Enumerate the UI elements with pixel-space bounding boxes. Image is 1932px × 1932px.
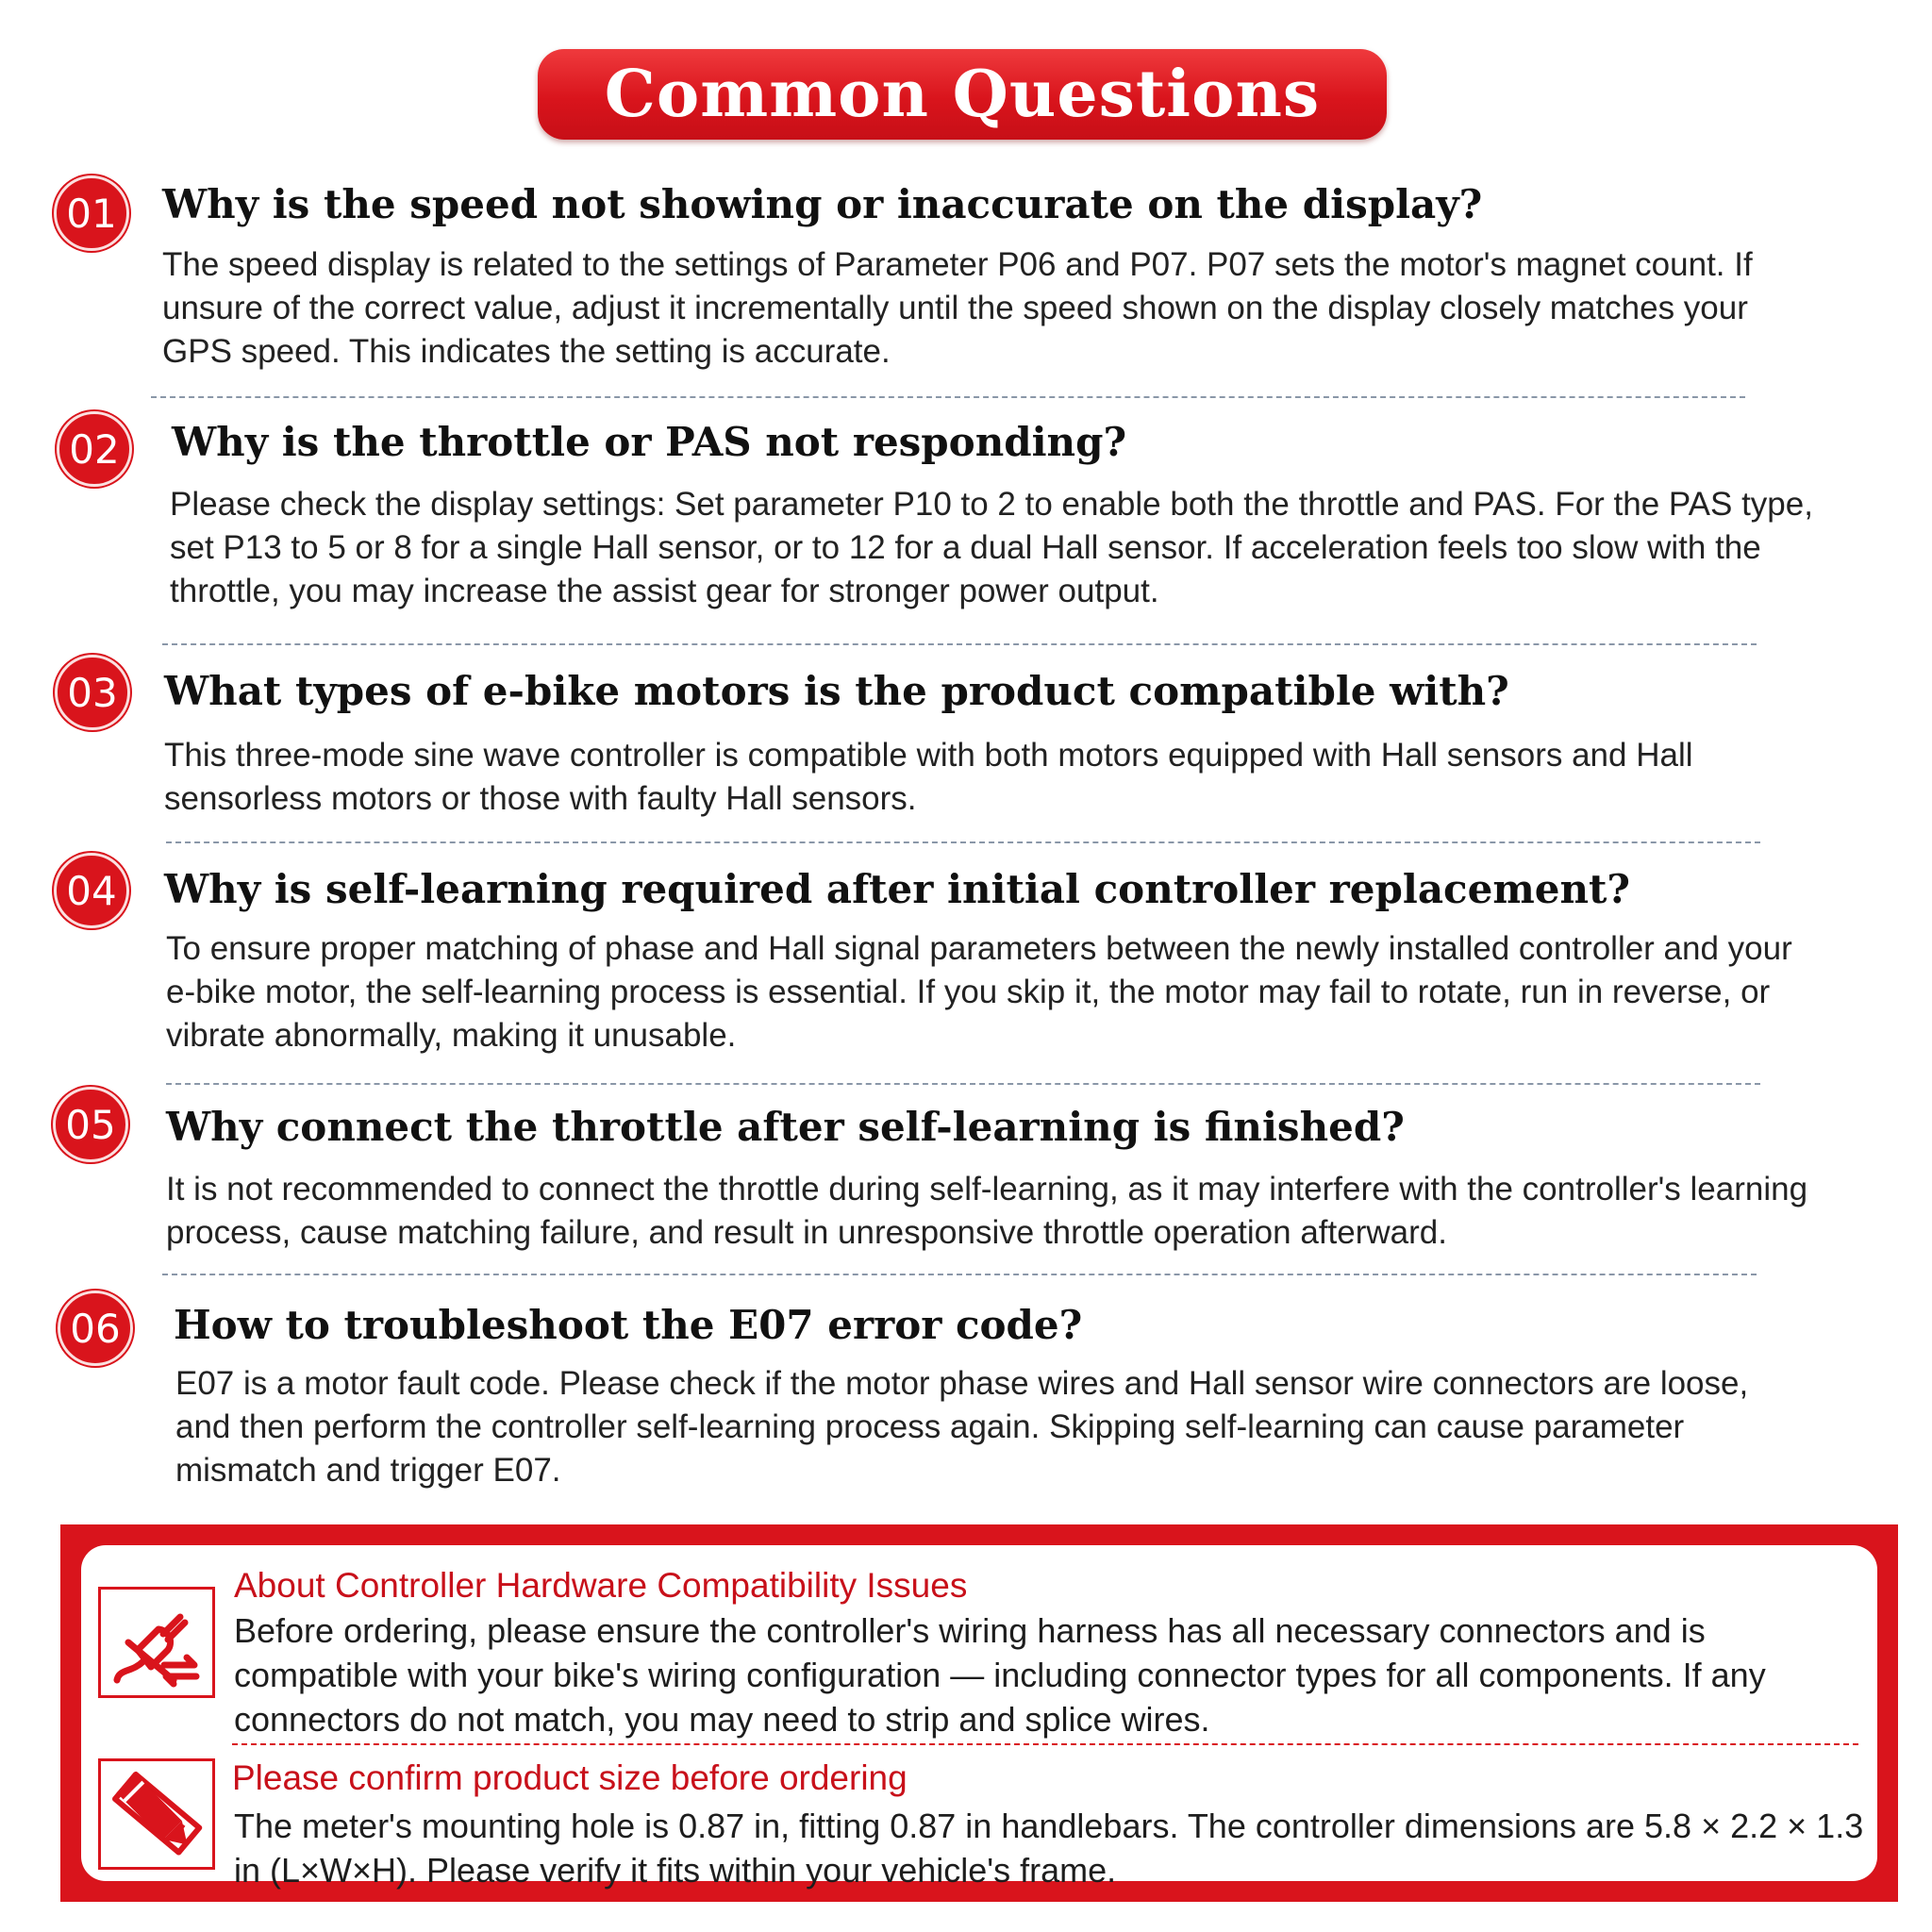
divider [162,1274,1757,1275]
question-title: Why is the throttle or PAS not responding? [172,419,1127,465]
question-title: How to troubleshoot the E07 error code? [174,1302,1083,1348]
number-badge: 01 [54,175,129,251]
answer-text: It is not recommended to connect the throttle during self-learning, as it may interfere with the controller's learning process, cause matching failure, and result in unresponsive throttle operation afterward. [166,1171,1808,1251]
number-badge: 02 [57,411,132,487]
unplugged-connector-icon [98,1587,215,1698]
answer-text: Please check the display settings: Set parameter P10 to 2 to enable both the throttle and PAS. For the PAS type, set P13 to 5 or 8 for a single Hall sensor, or to 12 for a dual Hall sensor. If acceleration feels too slow with the throttle, you may increase the assist gear for stronger power output. [170,486,1813,609]
notice-panel [60,1524,1898,1902]
divider [166,1083,1760,1085]
answer-text: To ensure proper matching of phase and Hall signal parameters between the newly installed controller and your e-bike motor, the self-learning process is essential. If you skip it, the motor may fail to rotate, run in reverse, or vibrate abnormally, making it unusable. [166,930,1792,1054]
number-badge: 05 [53,1087,128,1162]
number-badge: 03 [55,655,130,730]
notice-title: About Controller Hardware Compatibility Issues [234,1566,968,1605]
divider [166,841,1760,843]
question-title: Why is the speed not showing or inaccurate on the display? [162,181,1483,227]
answer-text: E07 is a motor fault code. Please check if the motor phase wires and Hall sensor wire connectors are loose, and then perform the controller self-learning process again. Skipping self-learning can cause parameter mismatch and trigger E07. [175,1365,1749,1489]
divider [232,1743,1858,1745]
number-badge: 06 [58,1291,133,1366]
divider [162,643,1757,645]
question-title: Why connect the throttle after self-learning is finished? [166,1104,1405,1150]
number-badge: 04 [54,853,129,928]
notice-body: The meter's mounting hole is 0.87 in, fitting 0.87 in handlebars. The controller dimensions are 5.8 × 2.2 × 1.3 in (L×W×H). Please verify it fits within your vehicle's frame. [234,1807,1864,1890]
question-title: What types of e-bike motors is the product compatible with? [164,668,1509,714]
title-banner [538,49,1387,140]
answer-text: This three-mode sine wave controller is compatible with both motors equipped with Hall sensors and Hall sensorless motors or those with faulty Hall sensors. [164,737,1693,817]
ruler-pencil-icon [98,1758,215,1870]
notice-panel-inner [81,1545,1877,1890]
notice-title: Please confirm product size before ordering [232,1758,908,1797]
question-title: Why is self-learning required after initial controller replacement? [164,866,1631,912]
answer-text: The speed display is related to the settings of Parameter P06 and P07. P07 sets the motor's magnet count. If unsure of the correct value, adjust it incrementally until the speed shown on the display closely matches your GPS speed. This indicates the setting is accurate. [162,246,1753,370]
notice-body: Before ordering, please ensure the controller's wiring harness has all necessary connectors and is compatible with your bike's wiring configuration — including connector types for all components. If any connectors do not match, you may need to strip and splice wires. [234,1611,1766,1739]
page-title: Common Questions [604,57,1321,132]
divider [151,396,1745,398]
